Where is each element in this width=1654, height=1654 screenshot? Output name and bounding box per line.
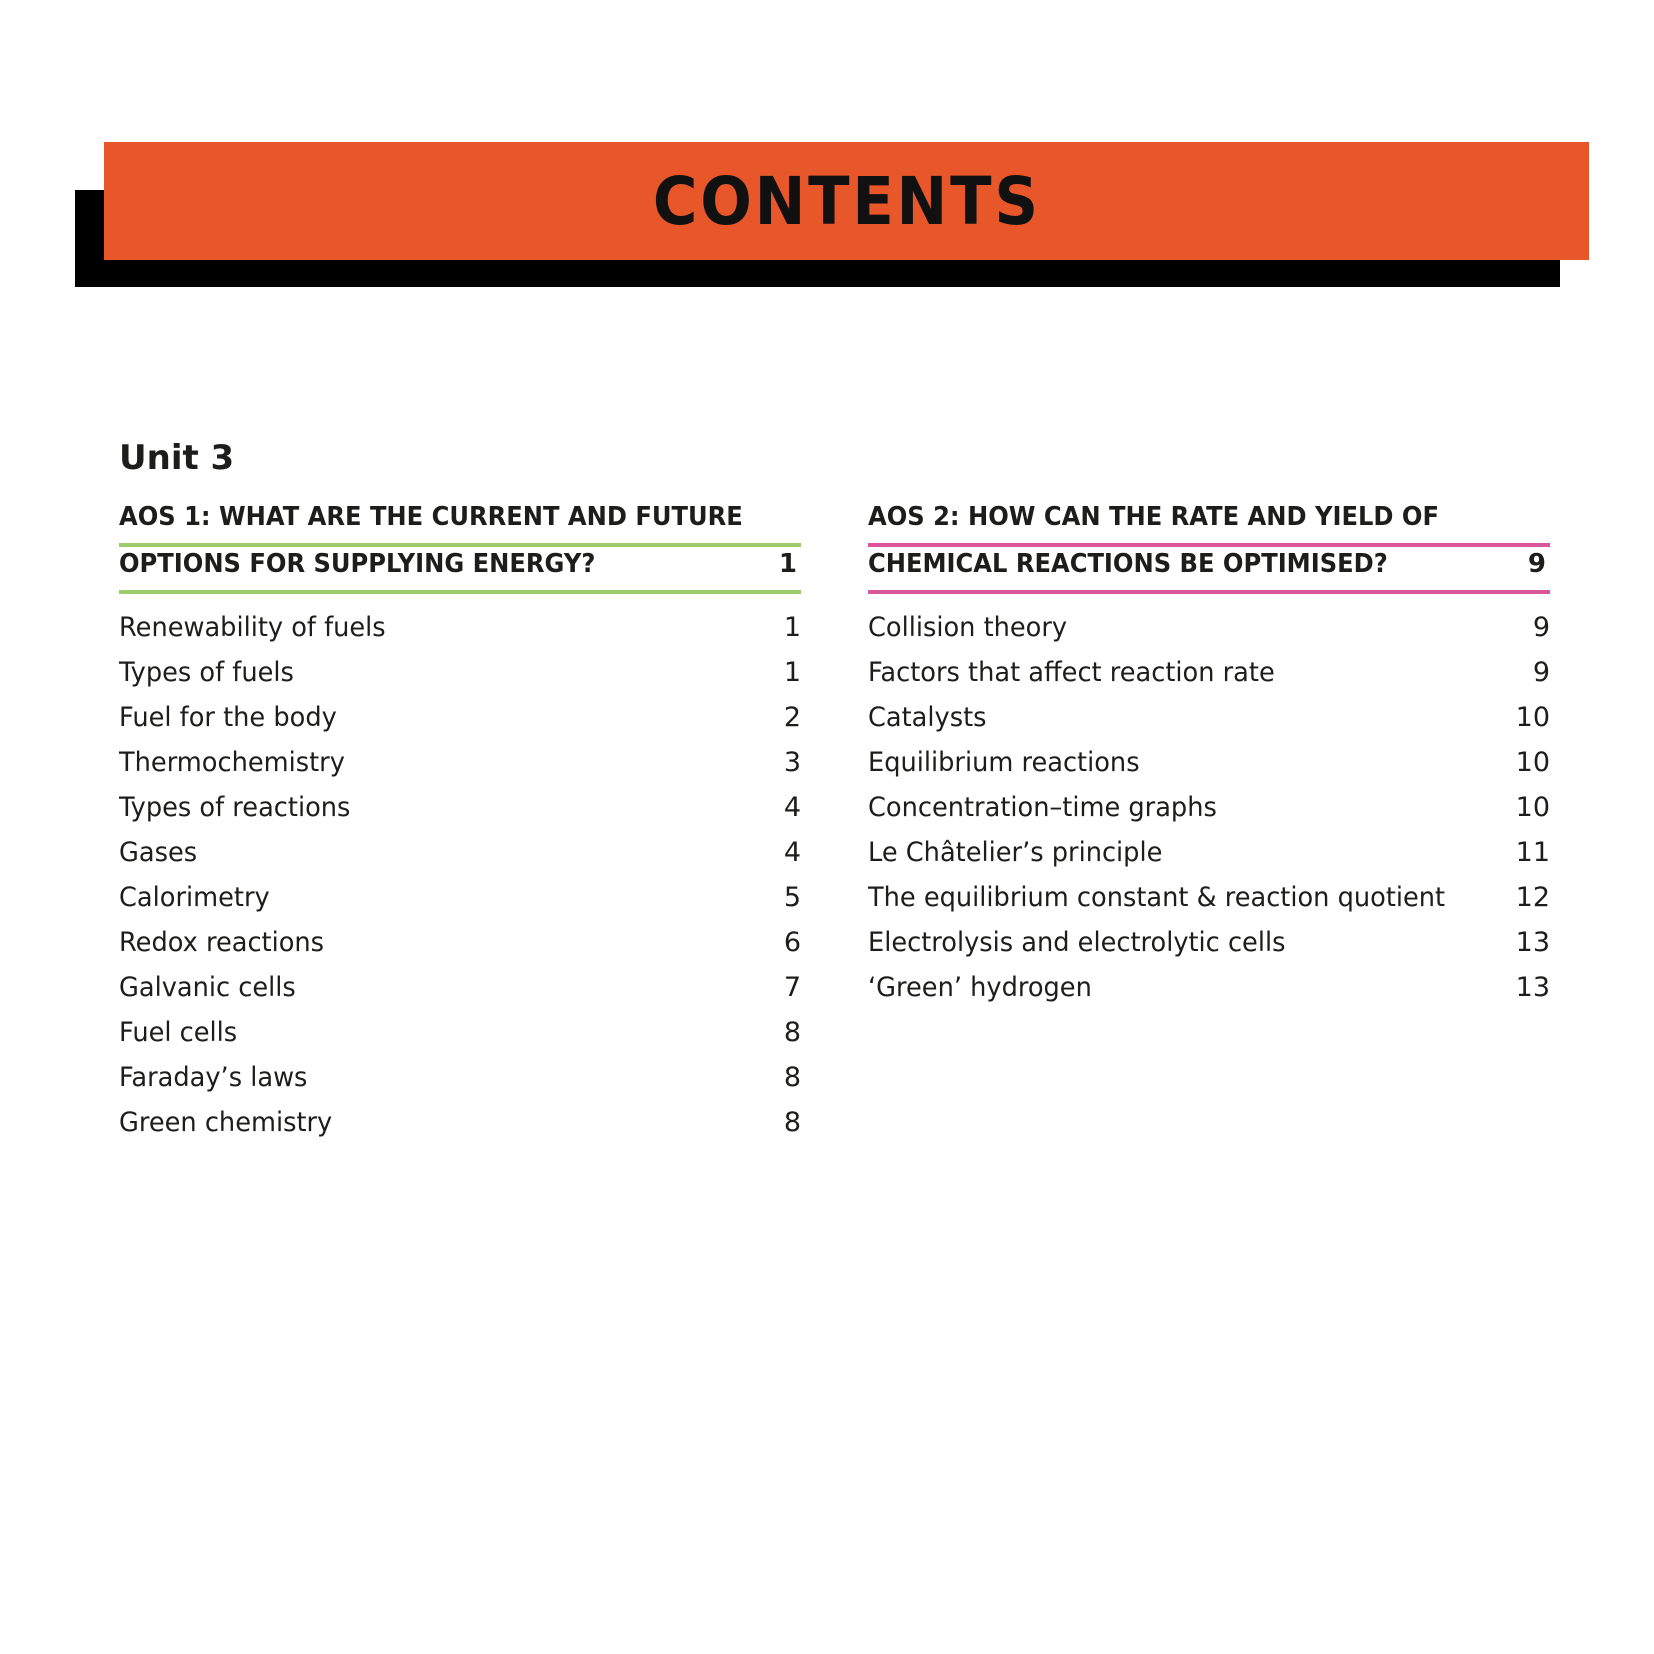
toc-entry-title: Factors that affect reaction rate: [868, 657, 1275, 688]
toc-entry[interactable]: [868, 650, 1550, 695]
aos2-heading-line2: [868, 547, 1550, 594]
toc-entry-page: 10: [1515, 792, 1550, 823]
toc-entry[interactable]: [868, 920, 1550, 965]
toc-entry[interactable]: [119, 650, 801, 695]
toc-entry[interactable]: [868, 740, 1550, 785]
toc-entry-title: Electrolysis and electrolytic cells: [868, 927, 1286, 958]
toc-entry[interactable]: [119, 695, 801, 740]
toc-entry-page: 8: [783, 1107, 801, 1138]
toc-entry-title: Gases: [119, 837, 198, 868]
toc-entry-page: 8: [783, 1062, 801, 1093]
toc-entry-title: Fuel for the body: [119, 702, 337, 733]
toc-entry-title: Types of reactions: [119, 792, 351, 823]
toc-entry-title: Concentration–time graphs: [868, 792, 1217, 823]
page-title: CONTENTS: [652, 162, 1041, 240]
toc-entry-page: 12: [1515, 882, 1550, 913]
aos1-heading-line2: [119, 547, 801, 594]
toc-entry-title: Fuel cells: [119, 1017, 238, 1048]
toc-entry-page: 2: [783, 702, 801, 733]
toc-entry-page: 4: [783, 792, 801, 823]
toc-entry-title: Calorimetry: [119, 882, 270, 913]
toc-entry[interactable]: [119, 920, 801, 965]
toc-entry[interactable]: [868, 830, 1550, 875]
toc-entry[interactable]: [868, 695, 1550, 740]
toc-entry[interactable]: [119, 1055, 801, 1100]
aos1-entry-list: [119, 605, 801, 1145]
toc-entry-title: Collision theory: [868, 612, 1068, 643]
aos1-heading-text-2: OPTIONS FOR SUPPLYING ENERGY?: [119, 549, 596, 579]
toc-entry[interactable]: [119, 1010, 801, 1055]
toc-entry-page: 9: [1532, 657, 1550, 688]
toc-entry-title: The equilibrium constant & reaction quotient: [868, 882, 1446, 913]
toc-entry-page: 10: [1515, 702, 1550, 733]
toc-entry[interactable]: [119, 740, 801, 785]
toc-entry-title: Galvanic cells: [119, 972, 296, 1003]
aos2-heading-text-2: CHEMICAL REACTIONS BE OPTIMISED?: [868, 549, 1388, 579]
toc-entry-page: 6: [783, 927, 801, 958]
toc-entry[interactable]: [868, 785, 1550, 830]
aos2-heading-page: 9: [1527, 549, 1546, 579]
contents-banner: [104, 142, 1589, 260]
toc-entry-page: 13: [1515, 972, 1550, 1003]
toc-entry-title: Types of fuels: [119, 657, 294, 688]
toc-entry-page: 3: [783, 747, 801, 778]
aos2-entry-list: [868, 605, 1550, 1010]
toc-entry[interactable]: [868, 875, 1550, 920]
aos1-section: [119, 500, 801, 1145]
toc-entry-page: 9: [1532, 612, 1550, 643]
aos2-heading-line1: [868, 500, 1550, 547]
toc-entry-title: Equilibrium reactions: [868, 747, 1140, 778]
toc-entry[interactable]: [119, 875, 801, 920]
toc-entry-title: Renewability of fuels: [119, 612, 386, 643]
toc-entry[interactable]: [119, 965, 801, 1010]
toc-entry-page: 1: [783, 657, 801, 688]
toc-entry[interactable]: [868, 605, 1550, 650]
toc-entry-title: Le Châtelier’s principle: [868, 837, 1163, 868]
toc-entry-page: 10: [1515, 747, 1550, 778]
toc-entry-title: ‘Green’ hydrogen: [868, 972, 1092, 1003]
toc-entry[interactable]: [119, 605, 801, 650]
aos2-section: [868, 500, 1550, 1010]
aos1-heading-page: 1: [778, 549, 797, 579]
toc-entry[interactable]: [119, 785, 801, 830]
toc-entry-page: 4: [783, 837, 801, 868]
toc-entry-page: 5: [783, 882, 801, 913]
toc-entry[interactable]: [119, 1100, 801, 1145]
toc-entry[interactable]: [868, 965, 1550, 1010]
aos1-heading-text-1: AOS 1: WHAT ARE THE CURRENT AND FUTURE: [119, 502, 743, 532]
toc-entry-title: Catalysts: [868, 702, 987, 733]
toc-entry-page: 13: [1515, 927, 1550, 958]
toc-entry-title: Green chemistry: [119, 1107, 333, 1138]
toc-entry-page: 7: [783, 972, 801, 1003]
toc-entry-title: Faraday’s laws: [119, 1062, 308, 1093]
unit-heading: Unit 3: [119, 438, 235, 478]
toc-entry-page: 8: [783, 1017, 801, 1048]
aos2-heading-text-1: AOS 2: HOW CAN THE RATE AND YIELD OF: [868, 502, 1440, 532]
toc-entry[interactable]: [119, 830, 801, 875]
toc-entry-page: 1: [783, 612, 801, 643]
toc-entry-title: Thermochemistry: [119, 747, 345, 778]
toc-entry-page: 11: [1515, 837, 1550, 868]
toc-entry-title: Redox reactions: [119, 927, 325, 958]
aos1-heading-line1: [119, 500, 801, 547]
